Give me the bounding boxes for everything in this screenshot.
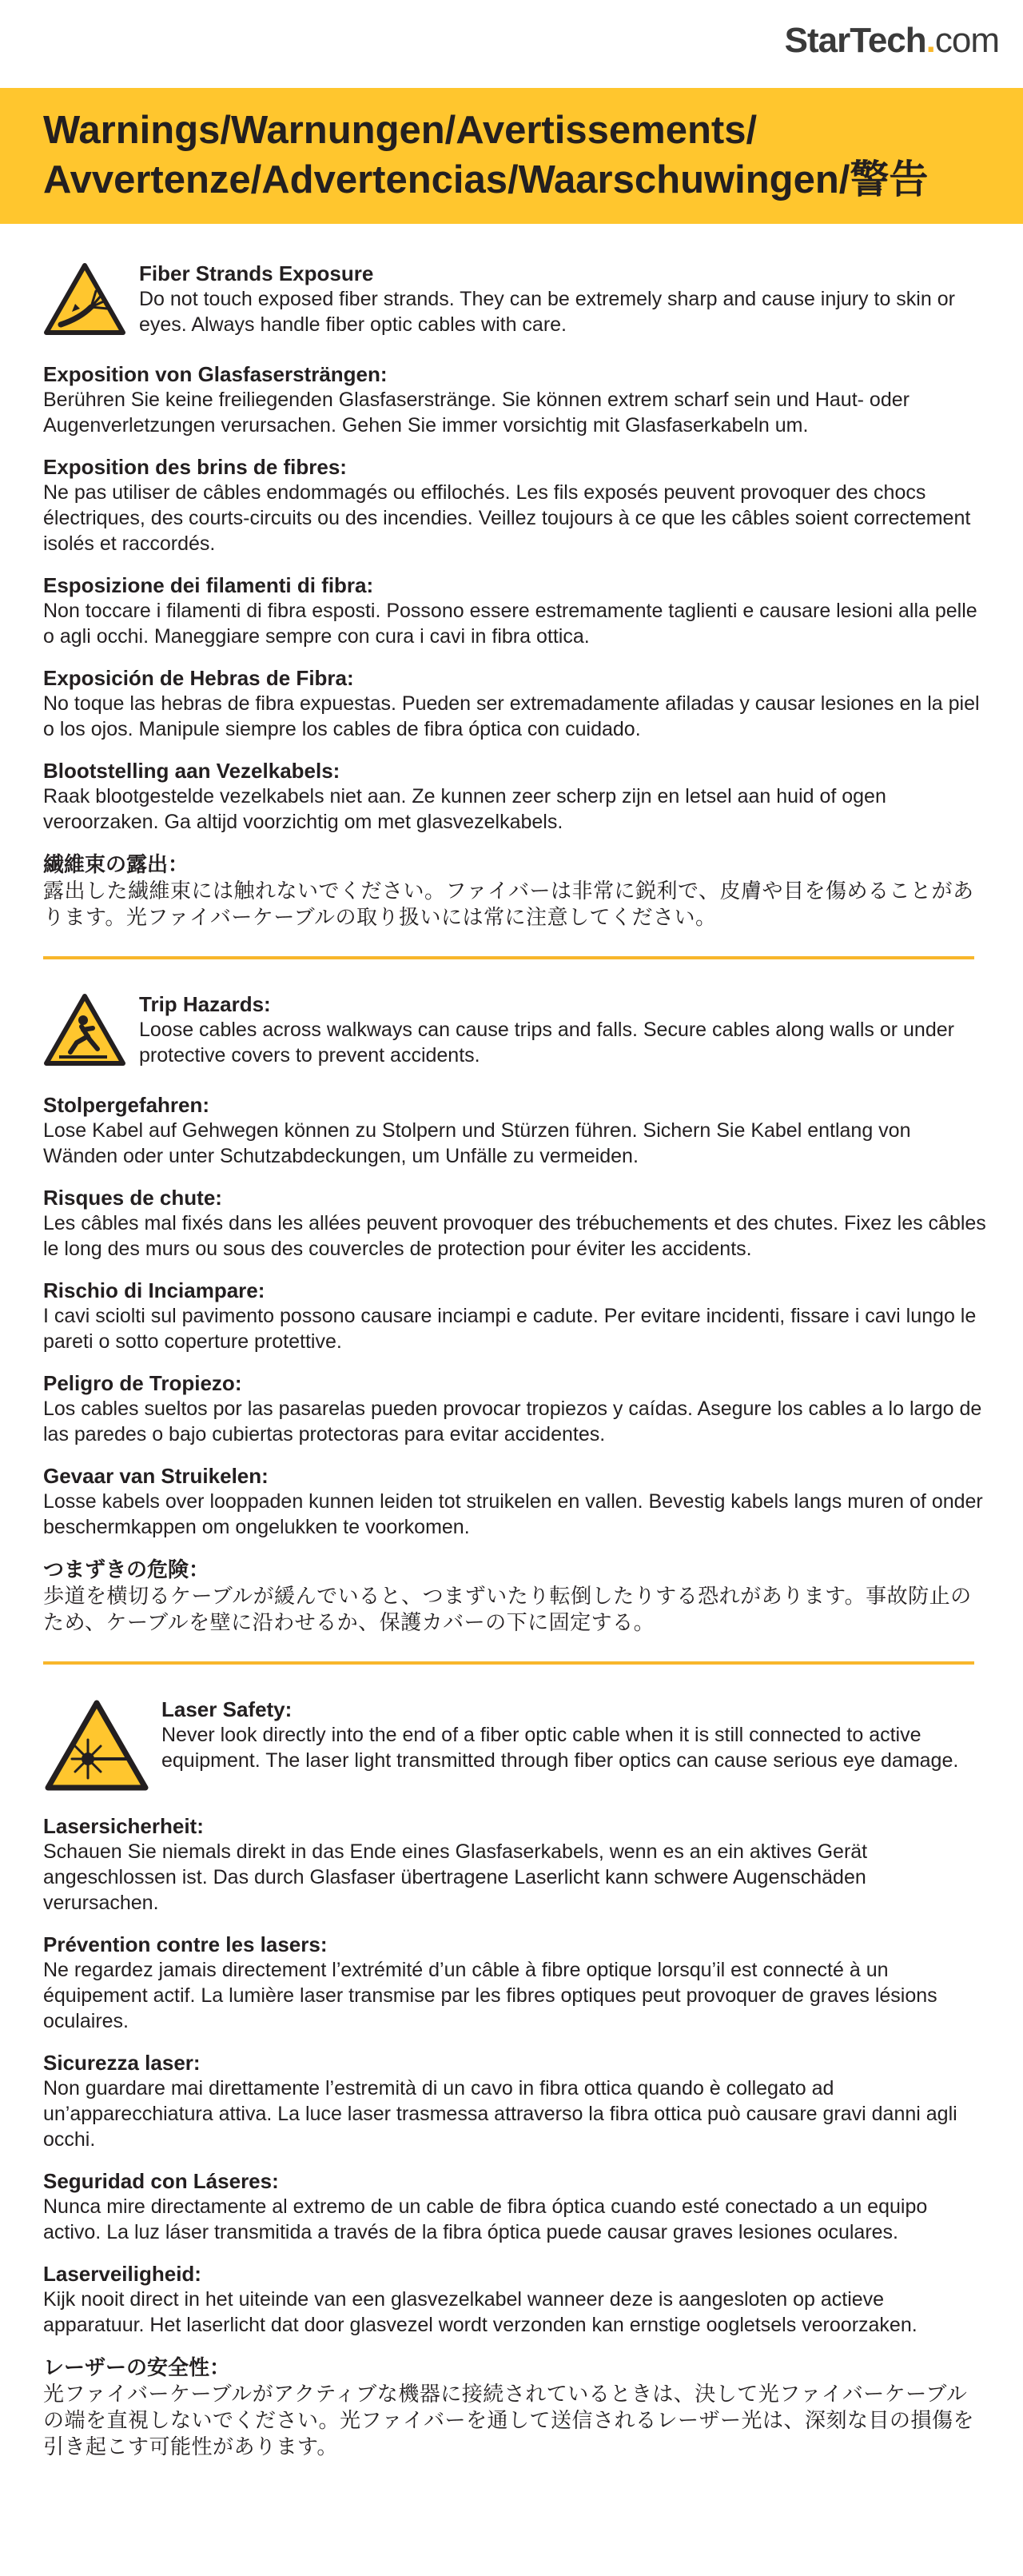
entry-text: 歩道を横切るケーブルが緩んでいると、つまずいたり転倒したりする恐れがあります。事故防止のため、ケーブルを壁に沿わせるか、保護カバーの下に固定する。 <box>43 1584 972 1634</box>
logo-dot: . <box>925 21 935 60</box>
entry-heading: Esposizione dei filamenti di fibra: <box>43 573 374 597</box>
entry-heading: Trip Hazards: <box>139 992 271 1016</box>
entry-text: Schauen Sie niemals direkt in das Ende eines Glasfaserkabels, wenn es an ein aktives Gerät angeschlossen ist. Das durch Glasfaser übertragene Laserlicht kann schwere Augenschäden verursachen. <box>43 1840 868 1914</box>
entry-fr <box>43 454 986 556</box>
entry-heading: Peligro de Tropiezo: <box>43 1371 242 1395</box>
entry-heading: Risques de chute: <box>43 1186 222 1210</box>
entry-heading: Stolpergefahren: <box>43 1093 210 1117</box>
entry-text: Nunca mire directamente al extremo de un cable de fibra óptica cuando esté conectado a un equipo activo. La luz láser transmitida a través de la fibra óptica puede causar graves lesiones oculares. <box>43 2195 928 2243</box>
entry-heading: Laser Safety: <box>161 1697 293 1721</box>
entry-heading: Blootstelling aan Vezelkabels: <box>43 759 340 783</box>
entry-heading: Fiber Strands Exposure <box>139 261 374 285</box>
entry-text: 露出した繊維束には触れないでください。ファイバーは非常に鋭利で、皮膚や目を傷めることがあります。光ファイバーケーブルの取り扱いには常に注意してください。 <box>43 879 974 929</box>
entry-nl <box>43 758 986 835</box>
entry-text: Loose cables across walkways can cause trips and falls. Secure cables along walls or under protective covers to prevent accidents. <box>139 1019 954 1067</box>
entry-es <box>43 1370 986 1447</box>
entry-text: Kijk nooit direct in het uiteinde van een glasvezelkabel wanneer deze is aangesloten op actieve apparatuur. Het laserlicht dat door glasvezel wordt verzonden kan ernstige oogletsels veroorzaken. <box>43 2288 918 2336</box>
trip-hazard-warning-icon <box>43 993 126 1068</box>
entry-text: Non guardare mai direttamente l’estremità di un cavo in fibra ottica quando è collegato ad un’apparecchiatura attiva. La luce laser trasmessa attraverso la fibra ottica può causare gravi danni agli occhi. <box>43 2077 957 2151</box>
page-title <box>43 106 1002 205</box>
entry-heading: Exposición de Hebras de Fibra: <box>43 666 354 690</box>
startech-logo <box>785 21 999 61</box>
entry-text: Los cables sueltos por las pasarelas pueden provocar tropiezos y caídas. Asegure los cables a lo largo de las paredes o bajo cubiertas protectoras para evitar accidentes. <box>43 1398 982 1446</box>
title-line-1: Warnings/Warnungen/Avertissements/ <box>43 109 758 152</box>
entry-de <box>43 1092 986 1169</box>
entry-heading: Exposition von Glasfasersträngen: <box>43 362 388 386</box>
entry-heading: 繊維束の露出： <box>43 852 189 876</box>
entry-text: Ne regardez jamais directement l’extrémité d’un câble à fibre optique lorsqu’il est connecté à un équipement actif. La lumière laser transmise par les fibres optiques peut provoquer de graves lésions oculaires. <box>43 1959 937 2032</box>
entry-ja <box>43 1556 986 1636</box>
laser-warning-icon <box>43 1698 150 1794</box>
entry-heading: Sicurezza laser: <box>43 2051 201 2075</box>
entry-ja <box>43 851 986 931</box>
entry-it <box>43 1278 986 1354</box>
entry-text: 光ファイバーケーブルがアクティブな機器に接続されているときは、決して光ファイバーケーブルの端を直視しないでください。光ファイバーを通して送信されるレーザー光は、深刻な目の損傷を引き起こす可能性があります。 <box>43 2382 974 2458</box>
section-lead-entry <box>43 261 986 349</box>
entry-heading: Seguridad con Láseres: <box>43 2169 279 2193</box>
section-lead-entry <box>43 1697 986 1800</box>
entry-heading: Exposition des brins de fibres: <box>43 455 347 479</box>
entry-heading: つまずきの危険： <box>43 1557 210 1581</box>
logo-main: StarTech <box>784 21 926 60</box>
entry-nl <box>43 2261 986 2338</box>
entry-nl <box>43 1463 986 1540</box>
fiber-strands-warning-icon <box>43 262 126 337</box>
laser-safety-section <box>43 1697 986 2460</box>
entry-text: Lose Kabel auf Gehwegen können zu Stolpern und Stürzen führen. Sichern Sie Kabel entlang von Wänden oder unter Schutzabdeckungen, um Unfälle zu vermeiden. <box>43 1119 911 1167</box>
entry-de <box>43 361 986 438</box>
entry-text: Raak blootgestelde vezelkabels niet aan. Ze kunnen zeer scherp zijn en letsel aan huid of ogen veroorzaken. Ga altijd voorzichtig om met glasvezelkabels. <box>43 785 886 833</box>
title-line-2: Avvertenze/Advertencias/Waarschuwingen/警告 <box>43 158 929 201</box>
entry-es <box>43 2168 986 2245</box>
entry-de <box>43 1813 986 1916</box>
logo-domain: com <box>934 21 999 60</box>
fiber-strands-section <box>43 261 986 931</box>
entry-text: Non toccare i filamenti di fibra esposti. Possono essere estremamente taglienti e causare lesioni alla pelle o agli occhi. Maneggiare sempre con cura i cavi in fibra ottica. <box>43 600 977 648</box>
entry-es <box>43 665 986 742</box>
entry-text: I cavi sciolti sul pavimento possono causare inciampi e cadute. Per evitare incidenti, fissare i cavi lungo le pareti o sotto coperture protettive. <box>43 1305 977 1353</box>
entry-heading: Rischio di Inciampare: <box>43 1278 265 1302</box>
entry-text: No toque las hebras de fibra expuestas. Pueden ser extremadamente afiladas y causar lesiones en la piel o los ojos. Manipule siempre los cables de fibra óptica con cuidado. <box>43 692 980 740</box>
entry-ja <box>43 2354 986 2460</box>
entry-heading: Prévention contre les lasers: <box>43 1932 328 1956</box>
entry-it <box>43 2050 986 2152</box>
entry-fr <box>43 1932 986 2034</box>
entry-text: Berühren Sie keine freiliegenden Glasfaserstränge. Sie können extrem scharf sein und Haut- oder Augenverletzungen verursachen. Gehen Sie immer vorsichtig mit Glasfaserkabeln um. <box>43 389 910 437</box>
entry-heading: レーザーの安全性： <box>43 2355 231 2379</box>
section-divider <box>43 956 974 959</box>
warnings-content <box>43 261 986 2476</box>
entry-text: Losse kabels over looppaden kunnen leiden tot struikelen en vallen. Bevestig kabels langs muren of onder beschermkappen om ongelukken te voorkomen. <box>43 1490 983 1538</box>
section-divider <box>43 1661 974 1665</box>
entry-text: Never look directly into the end of a fiber optic cable when it is still connected to active equipment. The laser light transmitted through fiber optics can cause serious eye damage. <box>161 1724 959 1772</box>
entry-it <box>43 572 986 649</box>
entry-heading: Gevaar van Struikelen: <box>43 1464 269 1488</box>
entry-heading: Laserveiligheid: <box>43 2262 201 2286</box>
entry-text: Do not touch exposed fiber strands. They can be extremely sharp and cause injury to skin or eyes. Always handle fiber optic cables with care. <box>139 288 955 336</box>
trip-hazard-section <box>43 991 986 1636</box>
entry-text: Les câbles mal fixés dans les allées peuvent provoquer des trébuchements et des chutes. Fixez les câbles le long des murs ou sous des couvercles de protection pour éviter les accidents. <box>43 1212 986 1260</box>
section-lead-entry <box>43 991 986 1079</box>
entry-heading: Lasersicherheit: <box>43 1814 204 1838</box>
entry-text: Ne pas utiliser de câbles endommagés ou effilochés. Les fils exposés peuvent provoquer des chocs électriques, des courts-circuits ou des incendies. Veillez toujours à ce que les câbles soient correctement isolés et raccordés. <box>43 481 971 555</box>
title-banner <box>0 88 1023 224</box>
entry-fr <box>43 1185 986 1262</box>
